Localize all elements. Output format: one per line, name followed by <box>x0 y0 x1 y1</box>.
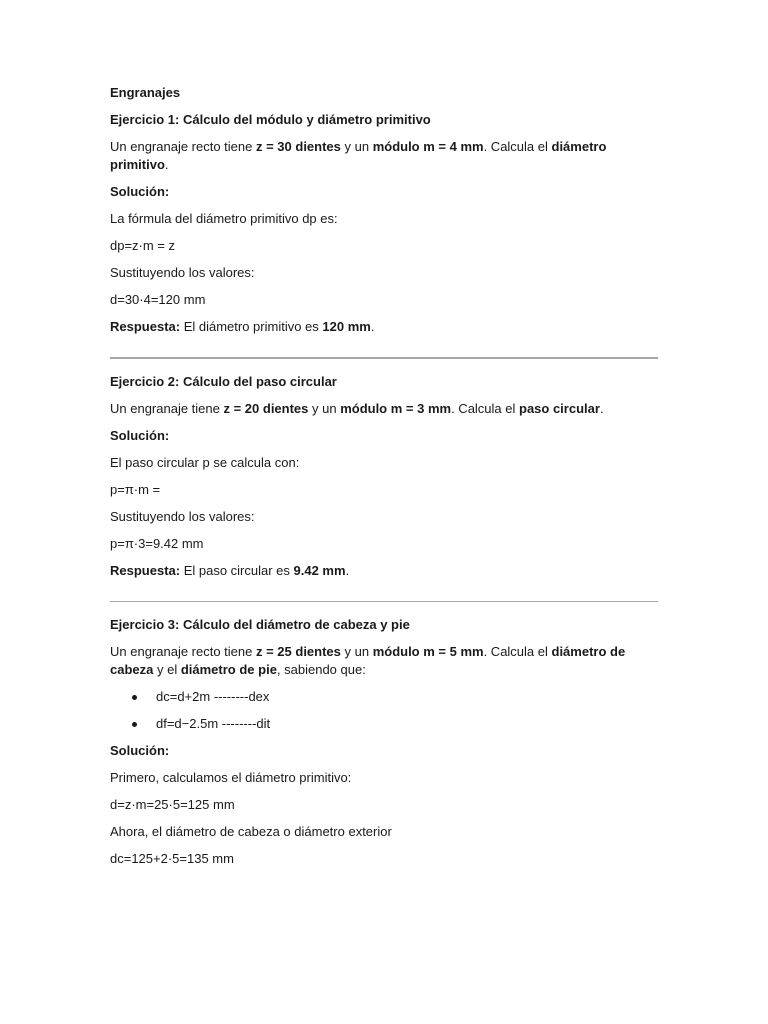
exercise-3-solution-label: Solución: <box>110 743 170 758</box>
exercise-3-line: Primero, calculamos el diámetro primitivo: <box>110 770 352 785</box>
exercise-1-heading: Ejercicio 1: Cálculo del módulo y diámetro primitivo <box>110 112 431 127</box>
section-divider <box>110 601 658 602</box>
exercise-2-heading: Ejercicio 2: Cálculo del paso circular <box>110 374 337 389</box>
document-content <box>110 84 658 877</box>
bullet-icon <box>132 695 137 700</box>
exercise-1-line: Sustituyendo los valores: <box>110 265 255 280</box>
exercise-2-line: Sustituyendo los valores: <box>110 509 255 524</box>
exercise-2-solution-label: Solución: <box>110 428 170 443</box>
exercise-1-solution-label: Solución: <box>110 184 170 199</box>
document-title: Engranajes <box>110 85 181 100</box>
exercise-1-line: La fórmula del diámetro primitivo dp es: <box>110 211 338 226</box>
exercise-3-formula-list <box>110 688 658 733</box>
exercise-2-answer: Respuesta: El paso circular es 9.42 mm. <box>110 563 350 578</box>
exercise-2-line: El paso circular p se calcula con: <box>110 455 300 470</box>
exercise-3-heading: Ejercicio 3: Cálculo del diámetro de cabeza y pie <box>110 617 410 632</box>
exercise-1-calculation: d=30·4=120 mm <box>110 292 206 307</box>
section-divider <box>110 357 658 359</box>
exercise-2-formula: p=π·m = <box>110 482 161 497</box>
exercise-3-statement: Un engranaje recto tiene z = 25 dientes y un módulo m = 5 mm. Calcula el diámetro de cabeza y el diámetro de pie, sabiendo que: <box>110 644 626 677</box>
list-item: dc=d+2m --------dex <box>110 688 658 706</box>
exercise-3-calculation: d=z·m=25·5=125 mm <box>110 797 235 812</box>
list-item: df=d−2.5m --------dit <box>110 715 658 733</box>
exercise-1-answer: Respuesta: El diámetro primitivo es 120 mm. <box>110 319 375 334</box>
exercise-1-formula: dp=z·m = z <box>110 238 176 253</box>
exercise-3-calculation: dc=125+2·5=135 mm <box>110 851 234 866</box>
exercise-3-line: Ahora, el diámetro de cabeza o diámetro exterior <box>110 824 392 839</box>
exercise-2-statement: Un engranaje tiene z = 20 dientes y un módulo m = 3 mm. Calcula el paso circular. <box>110 401 604 416</box>
bullet-icon <box>132 722 137 727</box>
exercise-1-statement: Un engranaje recto tiene z = 30 dientes y un módulo m = 4 mm. Calcula el diámetro primitivo. <box>110 139 607 172</box>
exercise-2-calculation: p=π·3=9.42 mm <box>110 536 204 551</box>
